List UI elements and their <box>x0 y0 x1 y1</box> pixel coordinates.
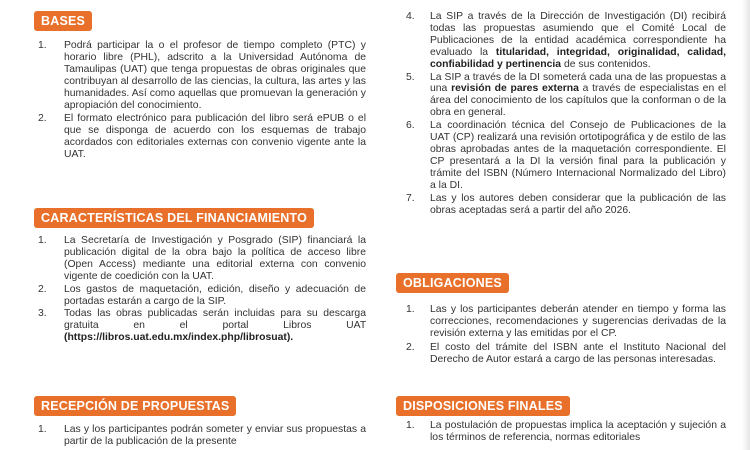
list-item: 1. La postulación de propuestas implica la aceptación y sujeción a los términos de referencia, normas editoriales <box>406 420 726 443</box>
portal-url: (https://libros.uat.edu.mx/index.php/librosuat). <box>64 332 294 344</box>
list-item: 2. Los gastos de maquetación, edición, diseño y adecuación de portadas estarán a cargo de la SIP. <box>38 283 366 307</box>
financiamiento-list <box>38 235 366 344</box>
list-item: 1. Las y los participantes deberán atender en tiempo y forma las correcciones, recomendaciones y sugerencias derivadas de la revisión externa y las emitidas por el CP. <box>406 304 726 339</box>
list-item: 2. El formato electrónico para publicación del libro será ePUB o el que se disponga de acuerdo con los esquemas de trabajo acordados con editoriales externas con convenio vigente ante la UAT. <box>38 113 366 161</box>
section-title-financiamiento: CARACTERÍSTICAS DEL FINANCIAMIENTO <box>34 208 314 228</box>
recepcion-list <box>38 424 366 448</box>
list-item: 7. Las y los autores deben considerar que la publicación de las obras aceptadas será a partir del año 2026. <box>406 192 726 216</box>
list-item: 4. La SIP a través de la Dirección de Investigación (DI) recibirá todas las propuestas asumiendo que el Comité Local de Publicaciones de la entidad académica correspondiente ha evaluado la titularidad, integridad, originalidad, calidad, confiabilidad y pertinencia de sus contenidos. <box>406 11 726 70</box>
list-item: 3. Todas las obras publicadas serán incluidas para su descarga gratuita en el portal Libros UAT (https://libros.uat.edu.mx/index.php/librosuat). <box>38 308 366 344</box>
section-title-recepcion: RECEPCIÓN DE PROPUESTAS <box>34 396 236 416</box>
section-title-disposiciones: DISPOSICIONES FINALES <box>396 396 570 416</box>
page-edge-shadow <box>742 0 750 450</box>
list-item: 5. La SIP a través de la DI someterá cada una de las propuestas a una revisión de pares externa a través de especialistas en el área del conocimiento de los capítulos que la conforman o de la obra en general. <box>406 71 727 119</box>
disposiciones-list <box>406 420 726 444</box>
list-item: 1. La Secretaría de Investigación y Posgrado (SIP) financiará la publicación digital de la obra bajo la política de acceso libre (Open Access) mediante una editorial externa con convenio vigente de coedición con la UAT. <box>38 235 366 282</box>
section-title-bases: BASES <box>34 11 92 31</box>
list-item: 2. El costo del trámite del ISBN ante el Instituto Nacional del Derecho de Autor estará a cargo de las personas interesadas. <box>406 341 726 365</box>
bases-list <box>38 40 366 161</box>
obligaciones-list <box>406 304 726 366</box>
list-item: 1. Las y los participantes podrán someter y enviar sus propuestas a partir de la publicación de la presente <box>38 424 366 447</box>
list-item: 6. La coordinación técnica del Consejo de Publicaciones de la UAT (CP) realizará una revisión ortotipográfica y de estilo de las obras aprobadas antes de la maquetación correspondiente. El CP presentará a la DI la versión final para la publicación y trámite del ISBN (Número Internacional Normalizado del Libro) a la DI. <box>406 120 726 191</box>
procedure-list <box>406 11 726 216</box>
list-item: 1. Podrá participar la o el profesor de tiempo completo (PTC) y horario libre (PHL), adscrito a la Universidad Autónoma de Tamaulipas (UAT) que tenga propuestas de obras originales que contribuyan al desarrollo de las ciencias, la cultura, las artes y las humanidades. Así como aquellas que promuevan la generación y apropiación del conocimiento. <box>38 40 366 111</box>
section-title-obligaciones: OBLIGACIONES <box>396 273 509 293</box>
